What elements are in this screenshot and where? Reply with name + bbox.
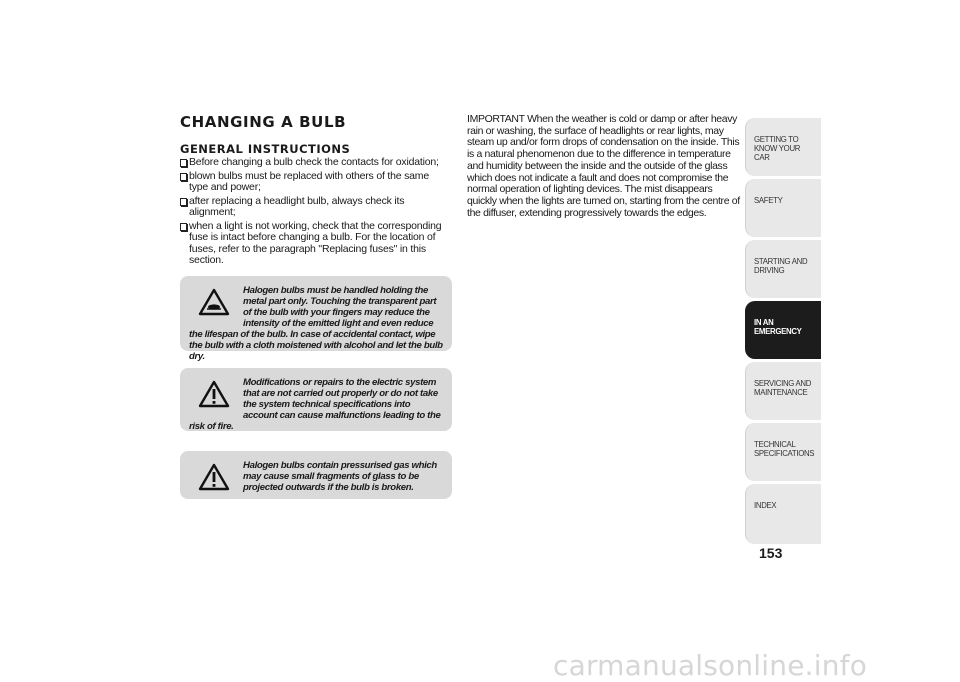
warning-text: Modifications or repairs to the electric system that are not carried out properly or do not take the system technical specifications into account can cause malfunctions leading to the risk of fire. (189, 377, 441, 432)
tab-starting-and-driving[interactable]: STARTING AND DRIVING (745, 240, 821, 298)
checkbox-bullet-icon (180, 173, 187, 181)
watermark: carmanualsonline.info (553, 649, 868, 682)
list-item: when a light is not working, check that the corresponding fuse is intact before changing a bulb. For the location of fuses, refer to the paragraph "Replacing fuses" in this section. (180, 221, 450, 267)
section-subtitle: GENERAL INSTRUCTIONS (180, 142, 351, 156)
list-item: Before changing a bulb check the contacts for oxidation; (180, 157, 450, 169)
warning-text: Halogen bulbs contain pressurised gas which may cause small fragments of glass to be projected outwards if the bulb is broken. (243, 460, 437, 493)
instructions-list (180, 157, 450, 269)
warning-box-bulb-handling (180, 276, 452, 362)
tab-index[interactable]: INDEX (745, 484, 821, 544)
warning-box-electric-system (180, 368, 452, 431)
tab-technical-specifications[interactable]: TECHNICAL SPECIFICATIONS (745, 423, 821, 481)
warning-text: Halogen bulbs must be handled holding the metal part only. Touching the transparent part of the bulb with your fingers may reduce the intensity of the emitted light and even reduce the lifespan of the bulb. In case of accidental contact, wipe the bulb with a cloth moistened with alcohol and let the bulb dry. (189, 285, 443, 362)
warning-box-pressurised-gas (180, 451, 452, 499)
list-item: blown bulbs must be replaced with others of the same type and power; (180, 171, 450, 194)
list-item: after replacing a headlight bulb, always check its alignment; (180, 196, 450, 219)
tab-safety[interactable]: SAFETY (745, 179, 821, 237)
tab-getting-to-know-your-car[interactable]: GETTING TO KNOW YOUR CAR (745, 118, 821, 176)
checkbox-bullet-icon (180, 159, 187, 167)
page-title: CHANGING A BULB (180, 113, 347, 131)
warning-triangle-icon (197, 379, 231, 409)
section-tabs (745, 118, 821, 547)
important-note: IMPORTANT When the weather is cold or damp or after heavy rain or washing, the surface of headlights or rear lights, may steam up and/or form drops of condensation on the inside. This is a natural phenomenon due to the difference in temperature and humidity between the inside and the outside of the glass which does not indicate a fault and does not compromise the normal operation of lighting devices. The mist disappears quickly when the lights are turned on, starting from the centre of the diffuser, extending progressively towards the edges. (467, 113, 740, 219)
checkbox-bullet-icon (180, 198, 187, 206)
tab-servicing-and-maintenance[interactable]: SERVICING AND MAINTENANCE (745, 362, 821, 420)
page-number: 153 (759, 545, 783, 561)
tab-in-an-emergency[interactable]: IN AN EMERGENCY (745, 301, 821, 359)
bulb-handling-icon (197, 287, 231, 317)
warning-triangle-icon (197, 462, 231, 492)
checkbox-bullet-icon (180, 223, 187, 231)
